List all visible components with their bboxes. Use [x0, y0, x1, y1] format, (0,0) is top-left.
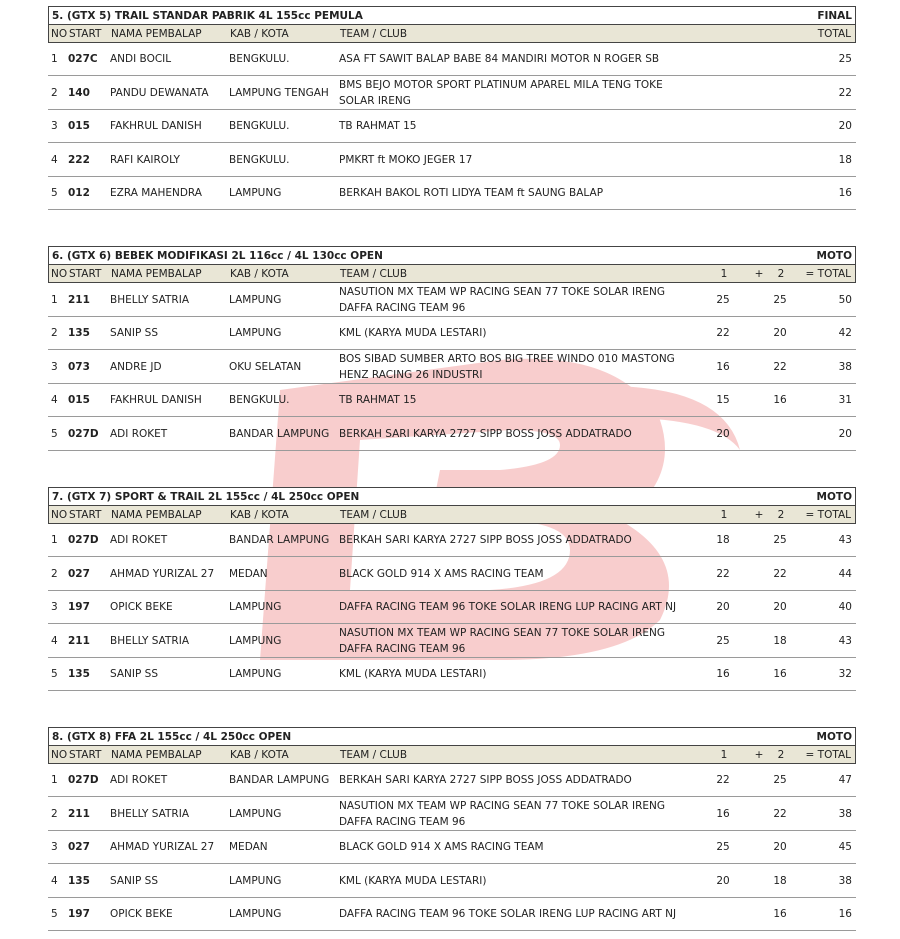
rider-team: BLACK GOLD 914 X AMS RACING TEAM [339, 841, 544, 853]
rider-region: BANDAR LAMPUNG [229, 427, 330, 440]
rider-team: TB RAHMAT 15 [339, 120, 417, 132]
rider-number: 5 [51, 427, 58, 440]
rider-name: AHMAD YURIZAL 27 [110, 567, 215, 580]
rider-team: NASUTION MX TEAM WP RACING SEAN 77 TOKE SOLAR IRENG DAFFA RACING TEAM 96 [339, 799, 666, 828]
start-number: 027C [68, 53, 98, 65]
rider-name: ANDRE JD [110, 360, 162, 373]
rider-team: KML (KARYA MUDA LESTARI) [339, 327, 487, 339]
start-number: 140 [68, 86, 90, 99]
rider-number: 3 [51, 601, 58, 613]
section-tag: MOTO [816, 490, 852, 503]
header-plus: + [754, 508, 764, 521]
header-start: START [69, 267, 102, 280]
race-2-points: 18 [773, 634, 787, 647]
rider-region: BANDAR LAMPUNG [229, 774, 330, 786]
rider-name: SANIP SS [110, 668, 158, 680]
table-body [48, 764, 856, 931]
rider-number: 3 [51, 120, 58, 132]
rider-team: DAFFA RACING TEAM 96 TOKE SOLAR IRENG LUP RACING ART NJ [339, 908, 677, 920]
table-row [48, 764, 856, 797]
header-team: TEAM / CLUB [340, 748, 408, 761]
rider-number: 1 [51, 293, 58, 306]
race-1-points: 20 [716, 874, 730, 887]
rider-number: 2 [51, 86, 58, 99]
table-header [48, 506, 856, 524]
header-name: NAMA PEMBALAP [111, 508, 202, 521]
total-points: 43 [838, 534, 852, 546]
rider-number: 5 [51, 668, 58, 680]
total-points: 20 [838, 120, 852, 132]
total-points: 38 [838, 360, 852, 373]
table-row [48, 110, 856, 143]
start-number: 135 [68, 874, 90, 887]
section-title-bar [48, 6, 856, 25]
header-kab: KAB / KOTA [230, 267, 289, 280]
rider-region: LAMPUNG [229, 874, 282, 887]
start-number: 222 [68, 153, 90, 166]
rider-number: 3 [51, 841, 58, 853]
rider-number: 5 [51, 908, 58, 920]
header-name: NAMA PEMBALAP [111, 267, 202, 280]
rider-team: PMKRT ft MOKO JEGER 17 [339, 153, 473, 166]
results-section [48, 727, 856, 931]
start-number: 027D [68, 774, 99, 786]
rider-number: 1 [51, 774, 58, 786]
race-1-points: 20 [716, 601, 730, 613]
race-2-points: 25 [773, 293, 787, 306]
rider-number: 2 [51, 807, 58, 820]
section-title: 5. (GTX 5) TRAIL STANDAR PABRIK 4L 155cc PEMULA [52, 9, 363, 22]
header-total: = TOTAL [805, 508, 851, 521]
table-row [48, 898, 856, 931]
total-points: 38 [838, 807, 852, 820]
table-row [48, 524, 856, 557]
section-tag: FINAL [817, 9, 852, 22]
table-header [48, 265, 856, 283]
rider-region: LAMPUNG [229, 327, 282, 339]
rider-name: BHELLY SATRIA [110, 293, 190, 306]
rider-region: LAMPUNG [229, 634, 282, 647]
header-name: NAMA PEMBALAP [111, 27, 202, 40]
section-title-bar [48, 727, 856, 746]
rider-name: EZRA MAHENDRA [110, 187, 202, 199]
results-section [48, 6, 856, 210]
rider-name: FAKHRUL DANISH [110, 120, 202, 132]
start-number: 015 [68, 120, 90, 132]
total-points: 25 [838, 53, 852, 65]
start-number: 027 [68, 841, 90, 853]
start-number: 015 [68, 394, 90, 406]
header-no: NO [51, 508, 68, 521]
rider-name: OPICK BEKE [110, 908, 173, 920]
table-row [48, 797, 856, 831]
total-points: 40 [838, 601, 852, 613]
section-title: 6. (GTX 6) BEBEK MODIFIKASI 2L 116cc / 4L 130cc OPEN [52, 249, 383, 262]
rider-team: BLACK GOLD 914 X AMS RACING TEAM [339, 567, 544, 580]
header-start: START [69, 748, 102, 761]
rider-number: 4 [51, 874, 58, 887]
rider-number: 1 [51, 53, 58, 65]
start-number: 012 [68, 187, 90, 199]
table-row [48, 43, 856, 76]
results-section [48, 246, 856, 451]
header-no: NO [51, 748, 68, 761]
race-1-points: 25 [716, 634, 730, 647]
rider-region: LAMPUNG [229, 187, 282, 199]
section-tag: MOTO [816, 249, 852, 262]
table-row [48, 177, 856, 210]
race-1-points: 25 [716, 293, 730, 306]
rider-name: RAFI KAIROLY [110, 153, 180, 166]
race-1-points: 22 [716, 774, 730, 786]
total-points: 47 [838, 774, 852, 786]
rider-number: 4 [51, 394, 58, 406]
rider-number: 2 [51, 327, 58, 339]
rider-team: BERKAH BAKOL ROTI LIDYA TEAM ft SAUNG BALAP [339, 187, 604, 199]
rider-region: BENGKULU. [229, 153, 290, 166]
total-points: 32 [838, 668, 852, 680]
race-1-points: 25 [716, 841, 730, 853]
race-1-points: 22 [716, 327, 730, 339]
rider-region: BENGKULU. [229, 394, 290, 406]
total-points: 22 [838, 86, 852, 99]
total-points: 31 [838, 394, 852, 406]
race-2-points: 20 [773, 601, 787, 613]
race-2-points: 22 [773, 360, 787, 373]
table-row [48, 557, 856, 591]
total-points: 45 [838, 841, 852, 853]
rider-name: ANDI BOCIL [110, 53, 172, 65]
table-row [48, 350, 856, 384]
section-title-bar [48, 246, 856, 265]
table-row [48, 864, 856, 898]
race-2-points: 25 [773, 774, 787, 786]
header-race-2: 2 [777, 267, 785, 280]
table-row [48, 317, 856, 350]
race-2-points: 16 [773, 668, 787, 680]
rider-team: NASUTION MX TEAM WP RACING SEAN 77 TOKE SOLAR IRENG DAFFA RACING TEAM 96 [339, 285, 666, 314]
rider-number: 2 [51, 567, 58, 580]
start-number: 211 [68, 807, 90, 820]
rider-name: BHELLY SATRIA [110, 807, 190, 820]
rider-number: 5 [51, 187, 58, 199]
rider-team: NASUTION MX TEAM WP RACING SEAN 77 TOKE SOLAR IRENG DAFFA RACING TEAM 96 [339, 626, 666, 655]
rider-region: LAMPUNG [229, 601, 282, 613]
table-body [48, 524, 856, 691]
rider-name: ADI ROKET [110, 427, 168, 440]
race-2-points: 22 [773, 807, 787, 820]
results-section [48, 487, 856, 691]
rider-team: BMS BEJO MOTOR SPORT PLATINUM APAREL MILA TENG TOKE SOLAR IRENG [339, 78, 663, 107]
rider-team: TB RAHMAT 15 [339, 394, 417, 406]
rider-name: SANIP SS [110, 327, 158, 339]
start-number: 197 [68, 908, 90, 920]
rider-name: AHMAD YURIZAL 27 [110, 841, 215, 853]
header-total: = TOTAL [805, 267, 851, 280]
header-plus: + [754, 267, 764, 280]
rider-team: BERKAH SARI KARYA 2727 SIPP BOSS JOSS ADDATRADO [339, 534, 632, 546]
race-1-points: 22 [716, 567, 730, 580]
section-tag: MOTO [816, 730, 852, 743]
rider-number: 4 [51, 634, 58, 647]
total-points: 20 [838, 427, 852, 440]
rider-number: 1 [51, 534, 58, 546]
rider-team: BOS SIBAD SUMBER ARTO BOS BIG TREE WINDO 010 MASTONG HENZ RACING 26 INDUSTRI [339, 352, 675, 381]
rider-name: FAKHRUL DANISH [110, 394, 202, 406]
rider-number: 4 [51, 153, 58, 166]
rider-region: MEDAN [229, 841, 268, 853]
start-number: 211 [68, 293, 90, 306]
header-kab: KAB / KOTA [230, 27, 289, 40]
rider-region: LAMPUNG [229, 293, 282, 306]
header-race-2: 2 [777, 748, 785, 761]
rider-team: KML (KARYA MUDA LESTARI) [339, 668, 487, 680]
header-start: START [69, 27, 102, 40]
header-race-2: 2 [777, 508, 785, 521]
table-row [48, 417, 856, 451]
race-1-points: 16 [716, 807, 730, 820]
rider-region: BANDAR LAMPUNG [229, 534, 330, 546]
rider-team: KML (KARYA MUDA LESTARI) [339, 874, 487, 887]
race-1-points: 20 [716, 427, 730, 440]
table-header [48, 746, 856, 764]
table-row [48, 591, 856, 624]
rider-region: LAMPUNG TENGAH [229, 86, 329, 99]
table-row [48, 831, 856, 864]
header-total: TOTAL [817, 27, 851, 40]
start-number: 135 [68, 327, 90, 339]
table-body [48, 43, 856, 210]
rider-number: 3 [51, 360, 58, 373]
rider-name: ADI ROKET [110, 774, 168, 786]
total-points: 16 [838, 187, 852, 199]
table-row [48, 76, 856, 110]
header-kab: KAB / KOTA [230, 748, 289, 761]
header-race-1: 1 [720, 267, 728, 280]
header-race-1: 1 [720, 748, 728, 761]
header-total: = TOTAL [805, 748, 851, 761]
rider-name: SANIP SS [110, 874, 158, 887]
total-points: 43 [838, 634, 852, 647]
header-team: TEAM / CLUB [340, 267, 408, 280]
rider-region: OKU SELATAN [229, 360, 302, 373]
header-no: NO [51, 27, 68, 40]
start-number: 027D [68, 534, 99, 546]
rider-team: BERKAH SARI KARYA 2727 SIPP BOSS JOSS ADDATRADO [339, 427, 632, 440]
rider-region: LAMPUNG [229, 807, 282, 820]
section-title-bar [48, 487, 856, 506]
start-number: 197 [68, 601, 90, 613]
total-points: 38 [838, 874, 852, 887]
rider-name: ADI ROKET [110, 534, 168, 546]
race-2-points: 25 [773, 534, 787, 546]
total-points: 18 [838, 153, 852, 166]
race-2-points: 22 [773, 567, 787, 580]
total-points: 16 [838, 908, 852, 920]
start-number: 027D [68, 427, 99, 440]
rider-team: ASA FT SAWIT BALAP BABE 84 MANDIRI MOTOR N ROGER SB [339, 53, 660, 65]
table-body [48, 283, 856, 451]
header-kab: KAB / KOTA [230, 508, 289, 521]
rider-team: DAFFA RACING TEAM 96 TOKE SOLAR IRENG LUP RACING ART NJ [339, 601, 677, 613]
rider-region: LAMPUNG [229, 908, 282, 920]
header-plus: + [754, 748, 764, 761]
table-header [48, 25, 856, 43]
rider-name: OPICK BEKE [110, 601, 173, 613]
header-start: START [69, 508, 102, 521]
table-row [48, 283, 856, 317]
header-team: TEAM / CLUB [340, 508, 408, 521]
table-row [48, 624, 856, 658]
start-number: 073 [68, 360, 90, 373]
header-no: NO [51, 267, 68, 280]
section-title: 7. (GTX 7) SPORT & TRAIL 2L 155cc / 4L 250cc OPEN [52, 490, 360, 503]
race-2-points: 20 [773, 327, 787, 339]
rider-name: BHELLY SATRIA [110, 634, 190, 647]
race-2-points: 18 [773, 874, 787, 887]
rider-name: PANDU DEWANATA [110, 86, 209, 99]
race-2-points: 20 [773, 841, 787, 853]
rider-region: LAMPUNG [229, 668, 282, 680]
start-number: 135 [68, 668, 90, 680]
rider-team: BERKAH SARI KARYA 2727 SIPP BOSS JOSS ADDATRADO [339, 774, 632, 786]
total-points: 50 [838, 293, 852, 306]
total-points: 42 [838, 327, 852, 339]
start-number: 027 [68, 567, 90, 580]
header-race-1: 1 [720, 508, 728, 521]
header-name: NAMA PEMBALAP [111, 748, 202, 761]
start-number: 211 [68, 634, 90, 647]
table-row [48, 384, 856, 417]
race-1-points: 18 [716, 534, 730, 546]
race-1-points: 15 [716, 394, 730, 406]
section-title: 8. (GTX 8) FFA 2L 155cc / 4L 250cc OPEN [52, 730, 292, 743]
header-team: TEAM / CLUB [340, 27, 408, 40]
rider-region: BENGKULU. [229, 53, 290, 65]
race-1-points: 16 [716, 668, 730, 680]
total-points: 44 [838, 567, 852, 580]
race-1-points: 16 [716, 360, 730, 373]
rider-region: MEDAN [229, 567, 268, 580]
race-2-points: 16 [773, 394, 787, 406]
table-row [48, 143, 856, 177]
rider-region: BENGKULU. [229, 120, 290, 132]
race-2-points: 16 [773, 908, 787, 920]
table-row [48, 658, 856, 691]
